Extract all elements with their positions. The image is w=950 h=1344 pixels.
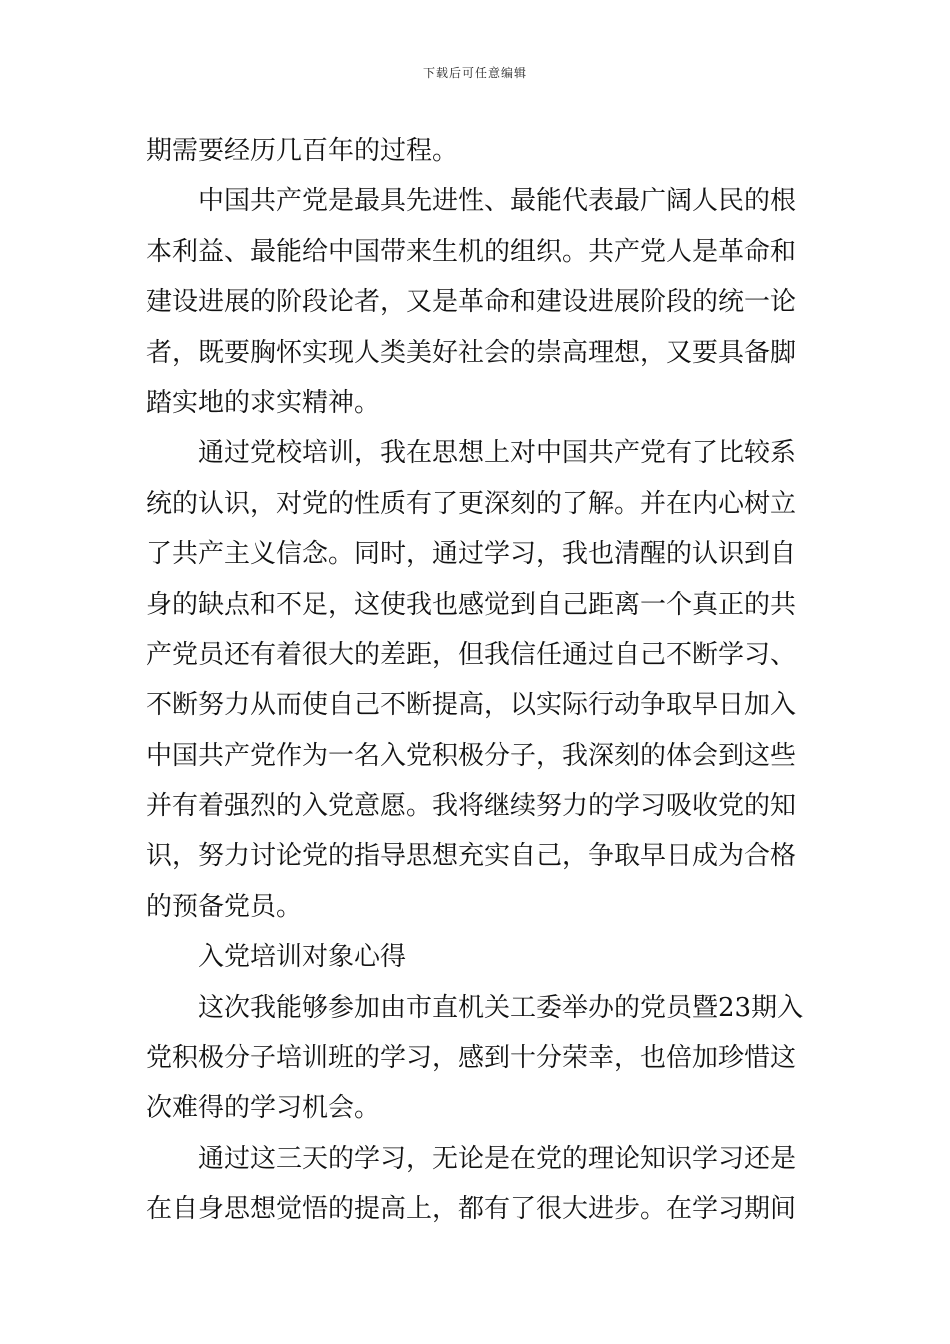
text-line: 中国共产党是最具先进性、最能代表最广阔人民的根 xyxy=(198,186,797,217)
text-line: 了共产主义信念。同时，通过学习，我也清醒的认识到自 xyxy=(146,539,797,570)
document-body xyxy=(146,126,806,1235)
text-line: 期需要经历几百年的过程。 xyxy=(146,136,459,166)
text-line: 这次我能够参加由市直机关工委举办的党员暨23期入 xyxy=(198,992,804,1023)
text-line: 通过这三天的学习，无论是在党的理论知识学习还是 xyxy=(198,1143,797,1174)
text-line: 的预备党员。 xyxy=(146,891,303,922)
text-line: 身的缺点和不足，这使我也感觉到自己距离一个真正的共 xyxy=(146,589,797,620)
text-line: 入党培训对象心得 xyxy=(198,942,407,973)
text-line: 本利益、最能给中国带来生机的组织。共产党人是革命和 xyxy=(146,236,797,267)
text-line: 者，既要胸怀实现人类美好社会的崇高理想，又要具备脚 xyxy=(146,337,797,368)
page-header: 下载后可任意编辑 xyxy=(422,66,527,80)
text-line: 产党员还有着很大的差距，但我信任通过自己不断学习、 xyxy=(146,639,797,670)
text-line: 建设进展的阶段论者，又是革命和建设进展阶段的统一论 xyxy=(146,287,797,318)
text-line: 在自身思想觉悟的提高上，都有了很大进步。在学习期间 xyxy=(146,1194,797,1225)
text-line: 踏实地的求实精神。 xyxy=(146,387,381,418)
text-line: 识，努力讨论党的指导思想充实自己，争取早日成为合格 xyxy=(146,841,797,872)
text-line: 不断努力从而使自己不断提高，以实际行动争取早日加入 xyxy=(146,690,797,721)
text-line: 党积极分子培训班的学习，感到十分荣幸，也倍加珍惜这 xyxy=(146,1043,797,1074)
text-line: 通过党校培训，我在思想上对中国共产党有了比较系 xyxy=(198,438,797,469)
text-line: 并有着强烈的入党意愿。我将继续努力的学习吸收党的知 xyxy=(146,791,797,822)
text-line: 统的认识，对党的性质有了更深刻的了解。并在内心树立 xyxy=(146,488,797,519)
text-line: 中国共产党作为一名入党积极分子，我深刻的体会到这些 xyxy=(146,740,797,771)
text-line: 次难得的学习机会。 xyxy=(146,1093,381,1124)
